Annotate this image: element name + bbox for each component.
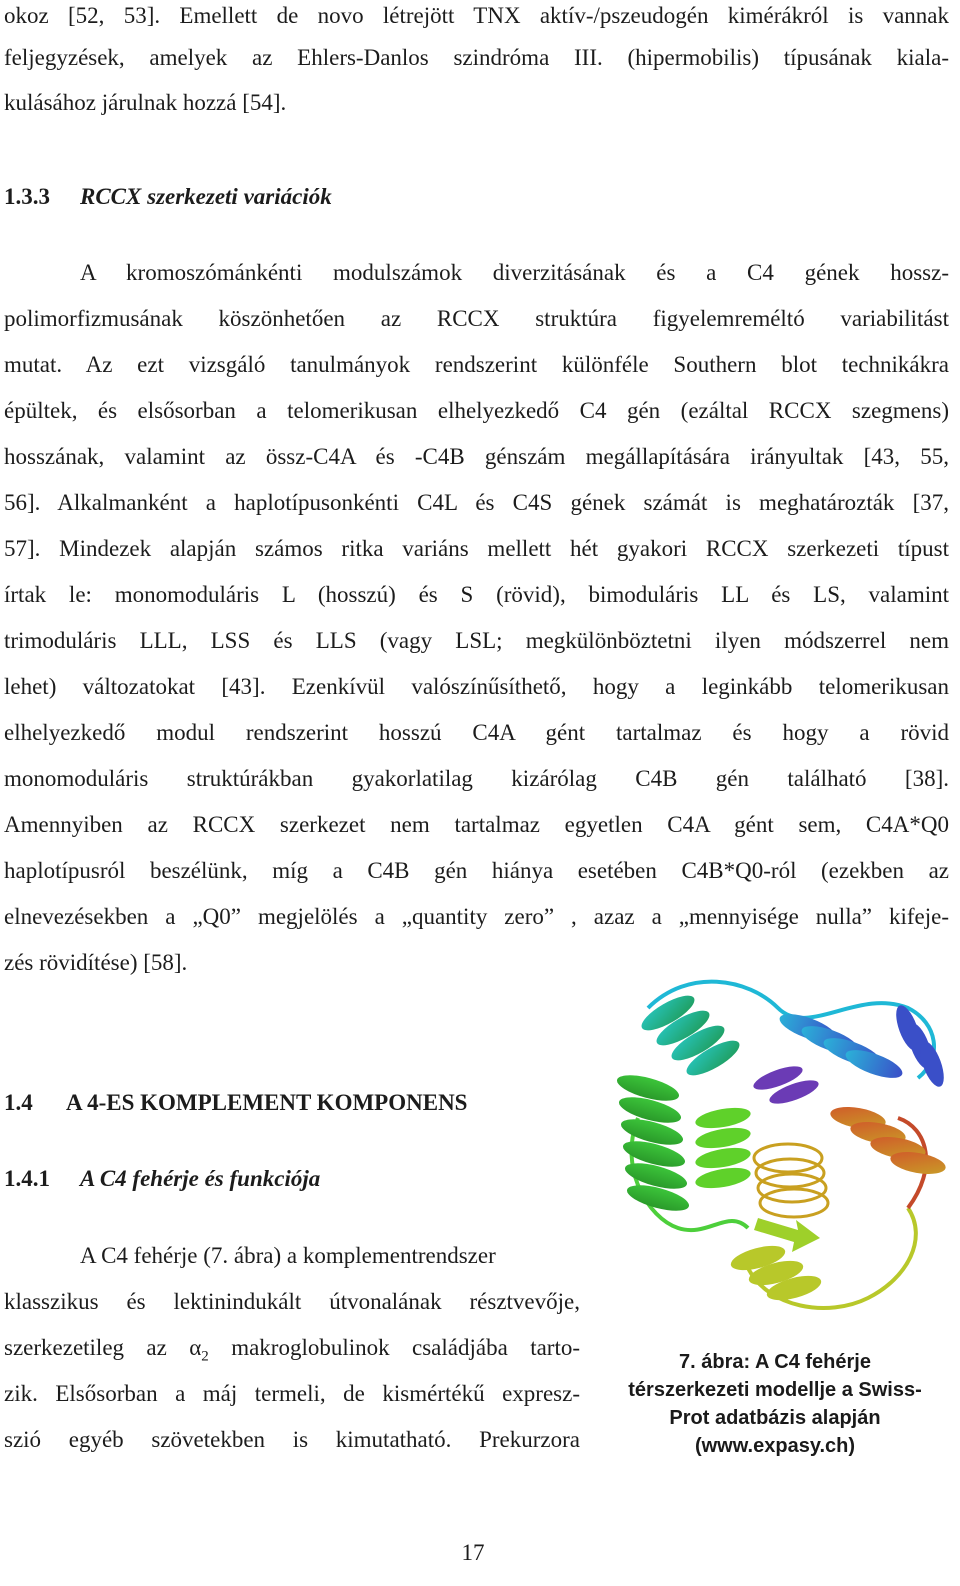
- helix: [751, 1062, 821, 1109]
- text-line: A kromoszómánkénti modulszámok diverzitásának és a C4 gének hossz-: [80, 260, 949, 285]
- text-line: 57]. Mindezek alapján számos ritka variáns mellett hét gyakori RCCX szerkezeti típust: [4, 536, 949, 561]
- helix: [754, 1144, 828, 1217]
- protein-structure-figure: [608, 968, 953, 1338]
- text-line: polimorfizmusának köszönhetően az RCCX struktúra figyelemreméltó variabilitást: [4, 306, 949, 331]
- page-number: 17: [461, 1540, 485, 1565]
- text-fragment: szerkezetileg az α: [4, 1335, 202, 1360]
- text-line: feljegyzések, amelyek az Ehlers-Danlos szindróma III. (hipermobilis) típusának kiala-: [4, 45, 949, 70]
- section-heading-1-4: [4, 1088, 584, 1120]
- c4-paragraph: [4, 1241, 580, 1481]
- helix: [829, 1103, 948, 1177]
- text-line: A C4 fehérje (7. ábra) a komplementrendszer: [80, 1243, 496, 1268]
- text-line: haplotípusról beszélünk, míg a C4B gén hiánya esetében C4B*Q0-ról (ezekben az: [4, 858, 949, 883]
- figure-caption: [600, 1348, 950, 1460]
- helix: [694, 1104, 752, 1191]
- subscript: 2: [201, 1348, 209, 1365]
- section-title: A 4-ES KOMPLEMENT KOMPONENS: [66, 1090, 468, 1115]
- text-line: 56]. Alkalmanként a haplotípusonkénti C4L és C4S gének számát is meghatározták [37,: [4, 490, 949, 515]
- section-number: 1.4.1: [4, 1166, 50, 1191]
- text-line: szió egyéb szövetekben is kimutatható. Prekurzora: [4, 1427, 580, 1452]
- text-line: zik. Elsősorban a máj termeli, de kismértékű expresz-: [4, 1381, 580, 1406]
- section-number: 1.3.3: [4, 184, 50, 209]
- text-fragment: makroglobulinok családjába tarto-: [208, 1335, 580, 1360]
- helix: [615, 1070, 692, 1216]
- text-line: klasszikus és lektinindukált útvonalának résztvevője,: [4, 1289, 580, 1314]
- text-line: hosszának, valamint az össz-C4A és -C4B génszám megállapítására irányultak [43, 55,: [4, 444, 949, 469]
- section-title: RCCX szerkezeti variációk: [80, 184, 332, 209]
- protein-ribbon-image: [608, 968, 953, 1338]
- text-line: elhelyezkedő modul rendszerint hosszú C4A gént tartalmaz és hogy a rövid: [4, 720, 949, 745]
- rccx-paragraph: [4, 258, 949, 978]
- text-line-alpha: [4, 1333, 580, 1372]
- text-line: trimoduláris LLL, LSS és LLS (vagy LSL; megkülönböztetni ilyen módszerrel nem: [4, 628, 949, 653]
- text-line: írtak le: monomoduláris L (hosszú) és S (rövid), bimoduláris LL és LS, valamint: [4, 582, 949, 607]
- section-number: 1.4: [4, 1090, 33, 1115]
- caption-line: (www.expasy.ch): [694, 1435, 856, 1457]
- section-heading-1-3-3: [4, 182, 604, 214]
- text-line: mutat. Az ezt vizsgáló tanulmányok rendszerint különféle Southern blot technikákra: [4, 352, 949, 377]
- section-title: A C4 fehérje és funkciója: [80, 1166, 321, 1191]
- caption-line: 7. ábra: A C4 fehérje: [679, 1351, 871, 1373]
- text-line: lehet) változatokat [43]. Ezenkívül valószínűsíthető, hogy a leginkább telomerikusan: [4, 674, 949, 699]
- section-heading-1-4-1: [4, 1164, 584, 1196]
- helix: [728, 1241, 823, 1305]
- text-line: zés rövidítése) [58].: [4, 950, 188, 975]
- caption-line: térszerkezeti modellje a Swiss-: [628, 1379, 922, 1401]
- text-line: elnevezésekben a „Q0” megjelölés a „quantity zero” , azaz a „mennyisége nulla” kifeje-: [4, 904, 949, 929]
- intro-paragraph: [4, 0, 949, 115]
- text-line: Amennyiben az RCCX szerkezet nem tartalmaz egyetlen C4A gént sem, C4A*Q0: [4, 812, 949, 837]
- text-line: kulásához járulnak hozzá [54].: [4, 90, 287, 115]
- text-line: monomoduláris struktúrákban gyakorlatilag kizárólag C4B gén található [38].: [4, 766, 949, 791]
- caption-line: Prot adatbázis alapján: [669, 1407, 881, 1429]
- text-line: épültek, és elsősorban a telomerikusan elhelyezkedő C4 gén (ezáltal RCCX szegmens): [4, 398, 949, 423]
- text-line: okoz [52, 53]. Emellett de novo létrejött TNX aktív-/pszeudogén kimérákról is vannak: [4, 3, 949, 28]
